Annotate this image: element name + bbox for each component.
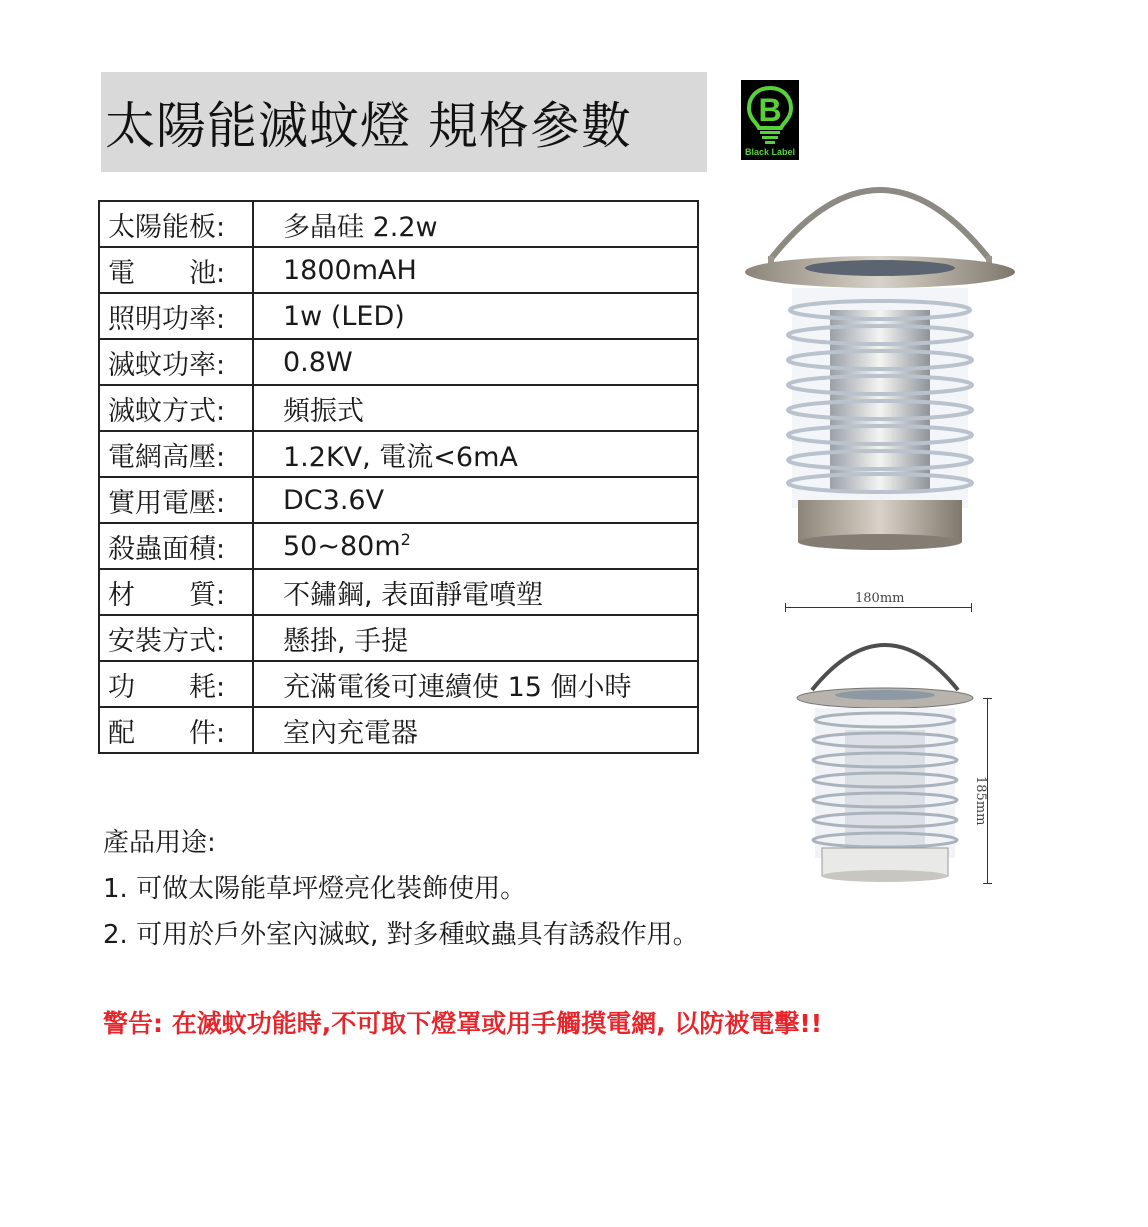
spec-value-text: 1800mAH	[283, 254, 417, 286]
spec-value	[253, 431, 698, 477]
spec-row	[99, 661, 698, 707]
spec-label: 電網高壓:	[99, 431, 253, 477]
spec-value	[253, 615, 698, 661]
spec-value-text: DC3.6V	[283, 484, 385, 516]
spec-value	[253, 523, 698, 569]
title-banner	[101, 72, 707, 172]
height-dimension	[973, 698, 996, 884]
lamp-photo	[740, 160, 1030, 560]
spec-label: 滅蚊功率:	[99, 339, 253, 385]
spec-value-text: 多晶硅 2.2w	[283, 211, 438, 243]
spec-value	[253, 569, 698, 615]
spec-row	[99, 523, 698, 569]
spec-value	[253, 293, 698, 339]
width-label: 180mm	[855, 591, 905, 606]
height-label: 185mm	[973, 776, 988, 826]
black-label-logo	[741, 80, 799, 160]
spec-row	[99, 569, 698, 615]
spec-value	[253, 247, 698, 293]
spec-value	[253, 385, 698, 431]
spec-label: 滅蚊方式:	[99, 385, 253, 431]
usage-item-1: 1. 可做太陽能草坪燈亮化裝飾使用。	[103, 874, 527, 904]
spec-label: 太陽能板:	[99, 201, 253, 247]
spec-row	[99, 707, 698, 753]
spec-row	[99, 431, 698, 477]
spec-row	[99, 477, 698, 523]
lamp-drawing	[790, 620, 980, 890]
spec-value-text: 懸掛, 手提	[283, 625, 409, 657]
usage-section	[103, 820, 699, 958]
spec-value	[253, 707, 698, 753]
logo-text: Black Label	[744, 147, 796, 157]
spec-value-text: 室內充電器	[283, 717, 418, 749]
spec-row	[99, 339, 698, 385]
spec-value-text: 1w (LED)	[283, 300, 405, 332]
spec-row	[99, 615, 698, 661]
spec-label: 照明功率:	[99, 293, 253, 339]
lightbulb-logo-icon	[741, 80, 799, 148]
spec-table	[98, 200, 699, 754]
spec-value	[253, 477, 698, 523]
spec-row	[99, 385, 698, 431]
spec-label: 殺蟲面積:	[99, 523, 253, 569]
spec-value	[253, 339, 698, 385]
usage-heading: 產品用途:	[103, 828, 216, 858]
spec-label: 實用電壓:	[99, 477, 253, 523]
logo-letter: B	[758, 92, 782, 128]
spec-value-superscript: 2	[400, 530, 411, 549]
spec-label: 安裝方式:	[99, 615, 253, 661]
spec-value-text: 不鏽鋼, 表面靜電噴塑	[283, 579, 544, 611]
spec-value-text: 0.8W	[283, 346, 353, 378]
spec-label: 電 池:	[99, 247, 253, 293]
spec-label: 材 質:	[99, 569, 253, 615]
spec-row	[99, 247, 698, 293]
spec-value-text: 充滿電後可連續使 15 個小時	[283, 671, 632, 703]
spec-value	[253, 661, 698, 707]
spec-value-text: 50~80m	[283, 531, 401, 562]
spec-value-text: 頻振式	[283, 395, 364, 427]
spec-label: 配 件:	[99, 707, 253, 753]
spec-label: 功 耗:	[99, 661, 253, 707]
spec-row	[99, 201, 698, 247]
usage-item-2: 2. 可用於戶外室內滅蚊, 對多種蚊蟲具有誘殺作用。	[103, 920, 699, 950]
warning-text: 警告: 在滅蚊功能時,不可取下燈罩或用手觸摸電網, 以防被電擊!!	[103, 1009, 823, 1038]
spec-value	[253, 201, 698, 247]
spec-row	[99, 293, 698, 339]
spec-value-text: 1.2KV, 電流<6mA	[283, 441, 518, 473]
page-title: 太陽能滅蚊燈 規格參數	[105, 97, 632, 155]
width-dimension	[785, 591, 972, 616]
